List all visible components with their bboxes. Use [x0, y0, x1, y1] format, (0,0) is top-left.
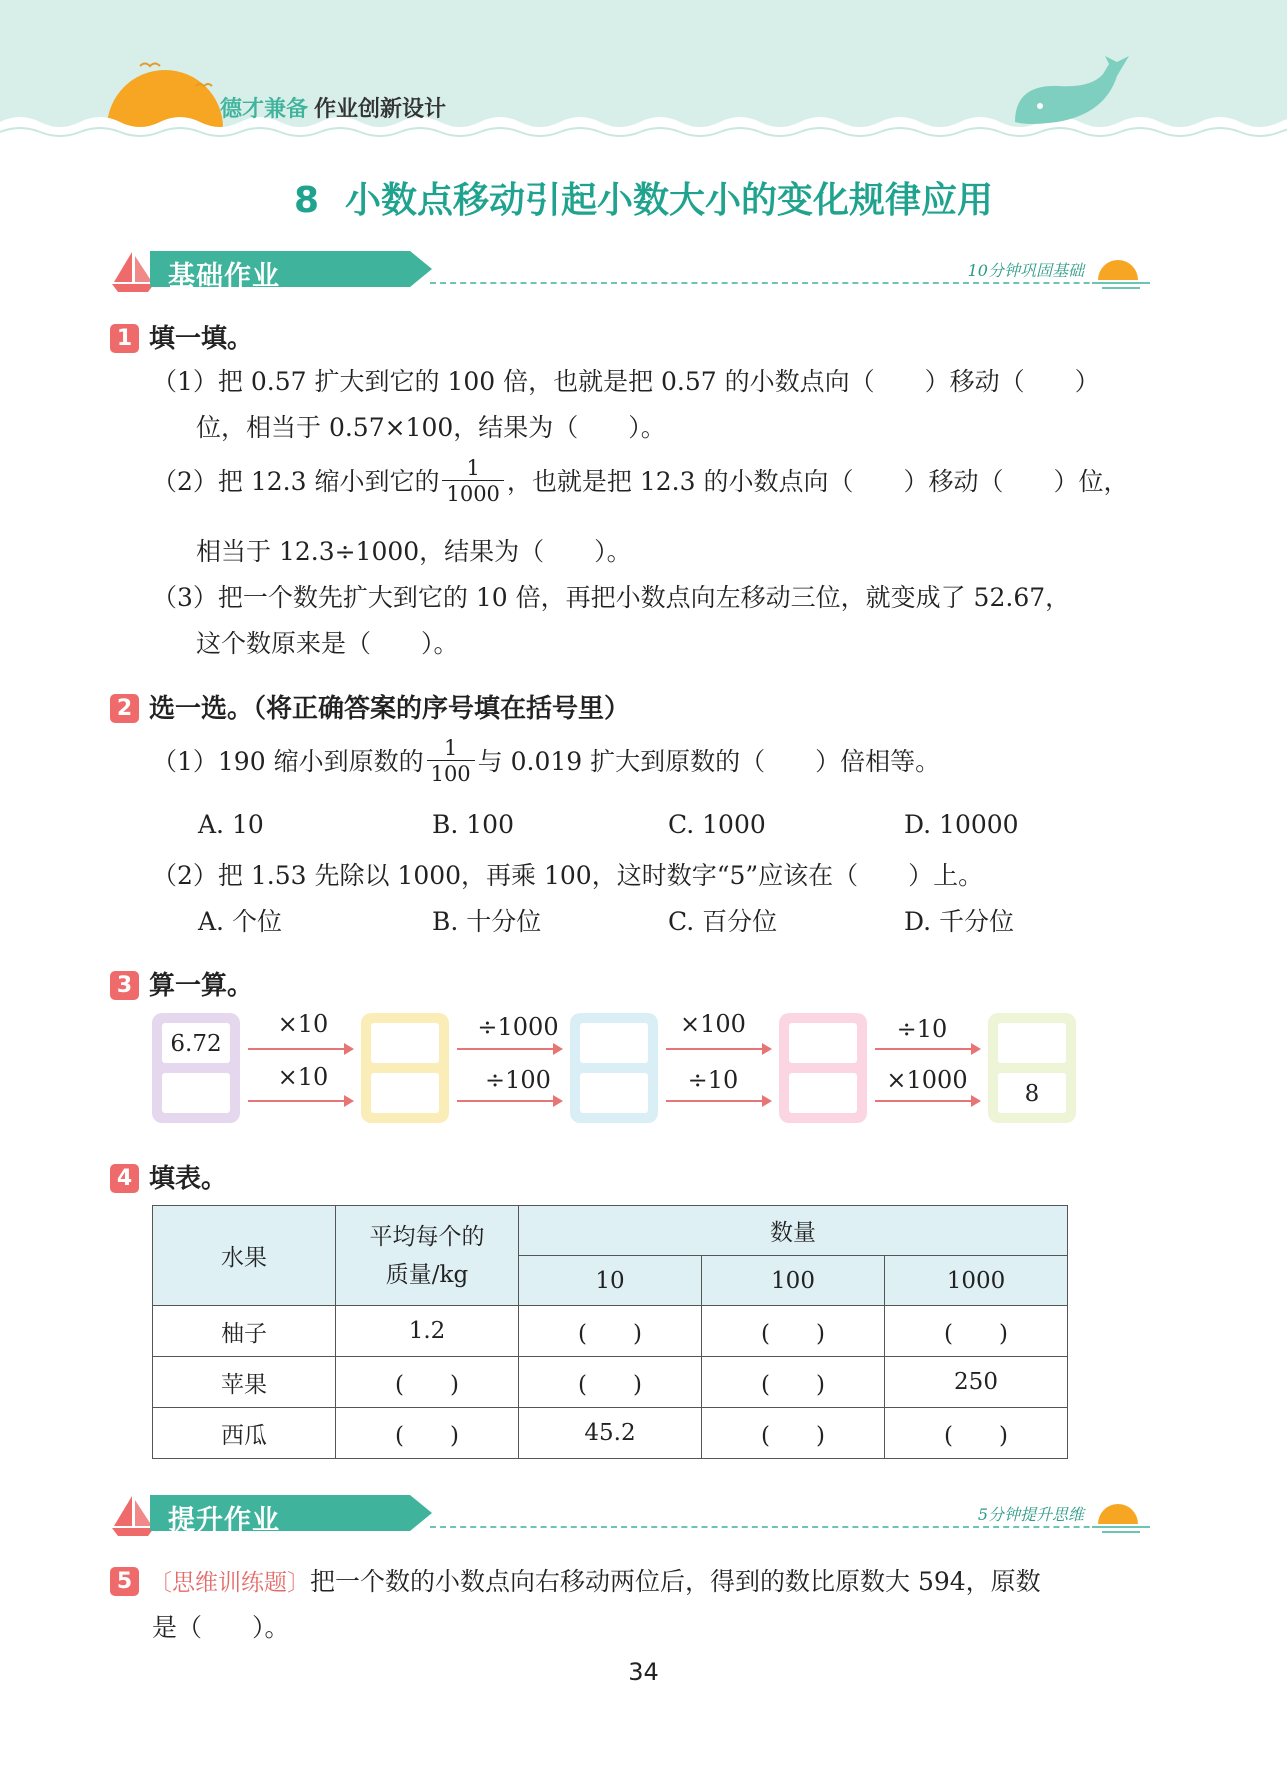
answer-cell[interactable] [371, 1023, 439, 1063]
table-row [153, 1408, 1068, 1459]
q2-p2-option-d: D. 千分位 [904, 907, 1015, 936]
start-value-cell: 6.72 [162, 1023, 230, 1063]
header-mass: 平均每个的 质量/kg [336, 1206, 519, 1306]
question-5-line1: 5 〔思维训练题〕把一个数的小数点向右移动两位后，得到的数比原数大 594，原数 [110, 1562, 1041, 1598]
table-cell[interactable]: ( ) [885, 1306, 1068, 1357]
q2-part2: （2）把 1.53 先除以 1000，再乘 100，这时数字“5”应该在（ ）上。 [152, 861, 984, 890]
table-row [153, 1306, 1068, 1357]
qty-col-10: 10 [519, 1256, 702, 1306]
answer-cell[interactable] [371, 1073, 439, 1113]
q2-p1-option-b: B. 100 [432, 810, 514, 839]
sun-icon [1090, 1490, 1150, 1536]
fruit-table [152, 1205, 1068, 1459]
bottom-operation-1: ×10 [277, 1063, 329, 1091]
answer-cell[interactable] [580, 1073, 648, 1113]
answer-cell[interactable] [580, 1023, 648, 1063]
row-fruit-name: 西瓜 [153, 1408, 336, 1459]
flow-box-4 [779, 1013, 867, 1123]
bottom-operation-2: ÷100 [485, 1066, 551, 1094]
qty-col-100: 100 [702, 1256, 885, 1306]
table-cell: 250 [885, 1357, 1068, 1408]
arrow-right-icon [457, 1100, 561, 1102]
question-3-heading: 3 算一算。 [110, 965, 253, 1002]
q1-part3-line1: （3）把一个数先扩大到它的 10 倍，再把小数点向左移动三位，就变成了 52.67， [152, 583, 1071, 612]
section-header-advanced [110, 1490, 1150, 1540]
answer-cell[interactable] [789, 1023, 857, 1063]
table-cell: 1.2 [336, 1306, 519, 1357]
fraction: $\frac{1}{100}$ [427, 736, 475, 787]
arrow-right-icon [248, 1048, 352, 1050]
flow-box-3 [570, 1013, 658, 1123]
top-operation-1: ×10 [277, 1010, 329, 1038]
question-4-heading: 4 填表。 [110, 1158, 227, 1195]
table-cell[interactable]: ( ) [336, 1408, 519, 1459]
flow-box-1 [152, 1013, 240, 1123]
table-cell[interactable]: ( ) [702, 1357, 885, 1408]
flow-box-5 [988, 1013, 1076, 1123]
page-number: 34 [628, 1658, 659, 1686]
q1-part2-line1: （2）把 12.3 缩小到它的 $\frac{1}{1000}$ ，也就是把 12.3 的小数点向（ ）移动（ ）位， [152, 456, 1129, 506]
lesson-number: 8 [293, 180, 320, 221]
section-label: 提升作业 [168, 1505, 280, 1536]
page-title [0, 172, 1287, 223]
brand-logo: 德才兼备 作业创新设计 [220, 97, 447, 122]
section-label: 基础作业 [168, 261, 280, 292]
answer-cell[interactable] [162, 1073, 230, 1113]
fraction: $\frac{1}{1000}$ [442, 456, 503, 507]
header-banner [0, 0, 1287, 150]
end-value-cell: 8 [998, 1073, 1066, 1113]
top-operation-3: ×100 [680, 1010, 746, 1038]
q1-part1-line2: 位，相当于 0.57×100，结果为（ ）。 [196, 413, 666, 442]
answer-cell[interactable] [998, 1023, 1066, 1063]
section-header-basic [110, 246, 1150, 296]
table-cell: 45.2 [519, 1408, 702, 1459]
arrow-right-icon [875, 1048, 979, 1050]
arrow-right-icon [457, 1048, 561, 1050]
table-cell[interactable]: ( ) [336, 1357, 519, 1408]
flow-box-2 [361, 1013, 449, 1123]
question-2-heading: 2 选一选。（将正确答案的序号填在括号里） [110, 688, 630, 725]
top-operation-4: ÷10 [896, 1015, 948, 1043]
section-note: 10分钟巩固基础 [967, 261, 1084, 280]
question-5-line2: 是（ ）。 [152, 1613, 290, 1642]
table-cell[interactable]: ( ) [885, 1408, 1068, 1459]
lesson-title: 小数点移动引起小数大小的变化规律应用 [345, 180, 994, 221]
header-quantity: 数量 [519, 1206, 1068, 1256]
bottom-operation-4: ×1000 [886, 1066, 968, 1094]
header-fruit: 水果 [153, 1206, 336, 1306]
table-cell[interactable]: ( ) [519, 1357, 702, 1408]
q2-p2-option-c: C. 百分位 [668, 907, 778, 936]
table-cell[interactable]: ( ) [702, 1306, 885, 1357]
arrow-right-icon [875, 1100, 979, 1102]
arrow-right-icon [248, 1100, 352, 1102]
q2-p1-option-a: A. 10 [198, 810, 264, 839]
row-fruit-name: 苹果 [153, 1357, 336, 1408]
bottom-operation-3: ÷10 [687, 1066, 739, 1094]
arrow-right-icon [666, 1100, 770, 1102]
top-operation-2: ÷1000 [477, 1013, 559, 1041]
question-1-heading: 1 填一填。 [110, 318, 253, 355]
table-row [153, 1357, 1068, 1408]
q1-part3-line2: 这个数原来是（ ）。 [196, 629, 459, 658]
q2-p1-option-c: C. 1000 [668, 810, 766, 839]
thinking-tag: 〔思维训练题〕 [149, 1570, 310, 1596]
q2-p2-option-b: B. 十分位 [432, 907, 542, 936]
q2-p2-option-a: A. 个位 [198, 907, 282, 936]
row-fruit-name: 柚子 [153, 1306, 336, 1357]
section-note: 5分钟提升思维 [977, 1505, 1084, 1524]
answer-cell[interactable] [789, 1073, 857, 1113]
qty-col-1000: 1000 [885, 1256, 1068, 1306]
table-cell[interactable]: ( ) [702, 1408, 885, 1459]
q1-part2-line2: 相当于 12.3÷1000，结果为（ ）。 [196, 537, 632, 566]
sun-icon [1090, 246, 1150, 292]
q2-part1: （1）190 缩小到原数的 $\frac{1}{100}$ 与 0.019 扩大到原数的（ ）倍相等。 [152, 736, 941, 786]
arrow-right-icon [666, 1048, 770, 1050]
q1-part1-line1: （1）把 0.57 扩大到它的 100 倍，也就是把 0.57 的小数点向（ ）移动（ ） [152, 367, 1100, 396]
table-cell[interactable]: ( ) [519, 1306, 702, 1357]
q2-p1-option-d: D. 10000 [904, 810, 1019, 839]
